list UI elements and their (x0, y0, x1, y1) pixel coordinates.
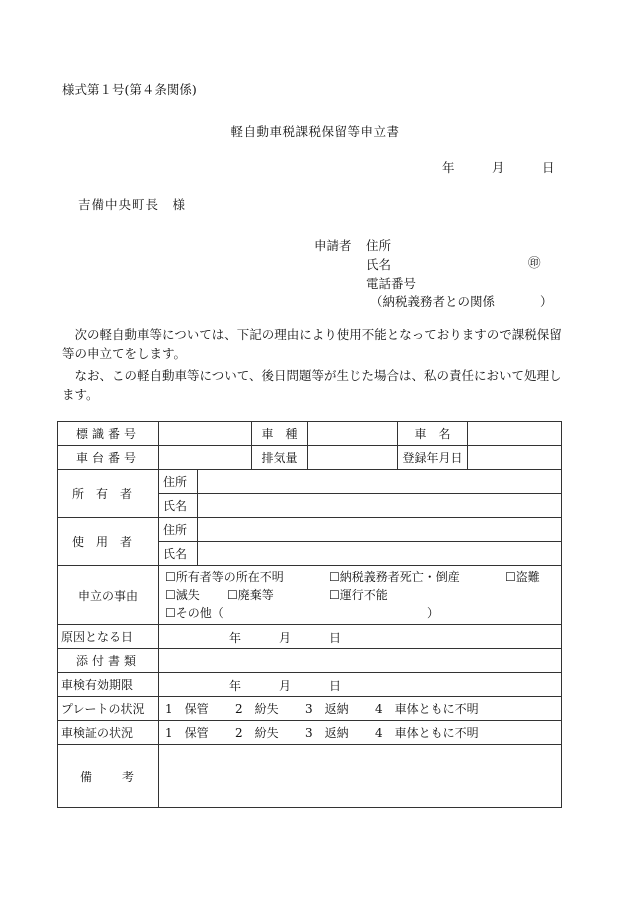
table-row-attachments (58, 649, 562, 673)
inspection-cert-status-label: 車検証の状況 (58, 721, 159, 745)
registration-date-field[interactable] (468, 446, 562, 470)
inspection-expiry-year-label: 年 (229, 679, 242, 693)
inspection-expiry-day-label: 日 (329, 679, 342, 693)
table-row-plate-status (58, 697, 562, 721)
application-form-table (57, 421, 562, 808)
reason-options (159, 566, 562, 625)
cause-date-day-label: 日 (329, 631, 342, 645)
attachments-label: 添付書類 (58, 649, 159, 673)
user-label: 使用者 (58, 518, 159, 566)
cert-status-kept-option[interactable]: 1 保管 (165, 726, 209, 740)
reason-label: 申立の事由 (58, 566, 159, 625)
date-year-label: 年 (442, 160, 455, 175)
reason-inoperable-checkbox[interactable]: ☐運行不能 (329, 588, 388, 602)
owner-name-label: 氏名 (159, 494, 198, 518)
applicant-label: 申請者 (314, 238, 352, 253)
plate-number-label: 標識番号 (58, 422, 159, 446)
cert-status-lost-option[interactable]: 2 紛失 (235, 726, 279, 740)
plate-status-label: プレートの状況 (58, 697, 159, 721)
user-address-field[interactable] (198, 518, 562, 542)
inspection-expiry-label: 車検有効期限 (58, 673, 159, 697)
chassis-number-label: 車台番号 (58, 446, 159, 470)
reason-other-close-paren: ） (427, 606, 440, 620)
reason-theft-checkbox[interactable]: ☐盗難 (505, 570, 540, 584)
reason-disposal-checkbox[interactable]: ☐廃棄等 (227, 588, 274, 602)
table-row-reason (58, 566, 562, 625)
table-row-inspection-expiry (58, 673, 562, 697)
cause-date-month-label: 月 (279, 631, 292, 645)
table-row-user-address (58, 518, 562, 542)
body-paragraph-1: 次の軽自動車等については、下記の理由により使用不能となっておりますので課税保留等の申立てをします。 (62, 327, 562, 361)
cert-status-returned-option[interactable]: 3 返納 (305, 726, 349, 740)
table-row-plate (58, 422, 562, 446)
displacement-field[interactable] (308, 446, 398, 470)
reason-owner-unknown-checkbox[interactable]: ☐所有者等の所在不明 (165, 570, 284, 584)
plate-status-lost-option[interactable]: 2 紛失 (235, 702, 279, 716)
inspection-expiry-field[interactable] (159, 673, 562, 697)
inspection-cert-status-options (159, 721, 562, 745)
document-title: 軽自動車税課税保留等申立書 (230, 124, 400, 139)
cause-date-label: 原因となる日 (58, 625, 159, 649)
user-address-label: 住所 (159, 518, 198, 542)
cause-date-year-label: 年 (229, 631, 242, 645)
applicant-name-label: 氏名 (366, 257, 392, 272)
vehicle-type-field[interactable] (308, 422, 398, 446)
applicant-phone-label: 電話番号 (366, 276, 417, 291)
attachments-field[interactable] (159, 649, 562, 673)
plate-status-unknown-option[interactable]: 4 車体ともに不明 (375, 702, 479, 716)
body-paragraph-2: なお、この軽自動車等について、後日問題等が生じた場合は、私の責任において処理します。 (62, 368, 562, 402)
applicant-address-label: 住所 (366, 238, 392, 253)
vehicle-name-field[interactable] (468, 422, 562, 446)
chassis-number-field[interactable] (159, 446, 252, 470)
inspection-expiry-month-label: 月 (279, 679, 292, 693)
vehicle-name-label: 車 名 (398, 422, 468, 446)
date-day-label: 日 (542, 160, 555, 175)
relation-close-paren: ） (540, 294, 553, 309)
displacement-label: 排気量 (252, 446, 308, 470)
table-row-remarks (58, 745, 562, 808)
remarks-field[interactable] (159, 745, 562, 808)
plate-status-options (159, 697, 562, 721)
user-name-label: 氏名 (159, 542, 198, 566)
table-row-cause-date (58, 625, 562, 649)
vehicle-type-label: 車 種 (252, 422, 308, 446)
table-row-inspection-cert-status (58, 721, 562, 745)
owner-name-field[interactable] (198, 494, 562, 518)
table-row-owner-address (58, 470, 562, 494)
date-month-label: 月 (492, 160, 505, 175)
plate-status-kept-option[interactable]: 1 保管 (165, 702, 209, 716)
reason-lost-checkbox[interactable]: ☐滅失 (165, 588, 200, 602)
cause-date-field[interactable] (159, 625, 562, 649)
owner-address-label: 住所 (159, 470, 198, 494)
owner-address-field[interactable] (198, 470, 562, 494)
plate-status-returned-option[interactable]: 3 返納 (305, 702, 349, 716)
seal-mark: ㊞ (528, 255, 541, 270)
cert-status-unknown-option[interactable]: 4 車体ともに不明 (375, 726, 479, 740)
plate-number-field[interactable] (159, 422, 252, 446)
applicant-relation-label: （納税義務者との関係 (370, 294, 496, 309)
registration-date-label: 登録年月日 (398, 446, 468, 470)
reason-other-checkbox[interactable]: ☐その他（ (165, 606, 224, 620)
remarks-label: 備 考 (58, 745, 159, 808)
addressee: 吉備中央町長 様 (78, 197, 187, 212)
form-number: 様式第１号(第４条関係) (62, 82, 197, 97)
user-name-field[interactable] (198, 542, 562, 566)
reason-taxpayer-death-checkbox[interactable]: ☐納税義務者死亡・倒産 (329, 570, 460, 584)
table-row-chassis (58, 446, 562, 470)
owner-label: 所有者 (58, 470, 159, 518)
